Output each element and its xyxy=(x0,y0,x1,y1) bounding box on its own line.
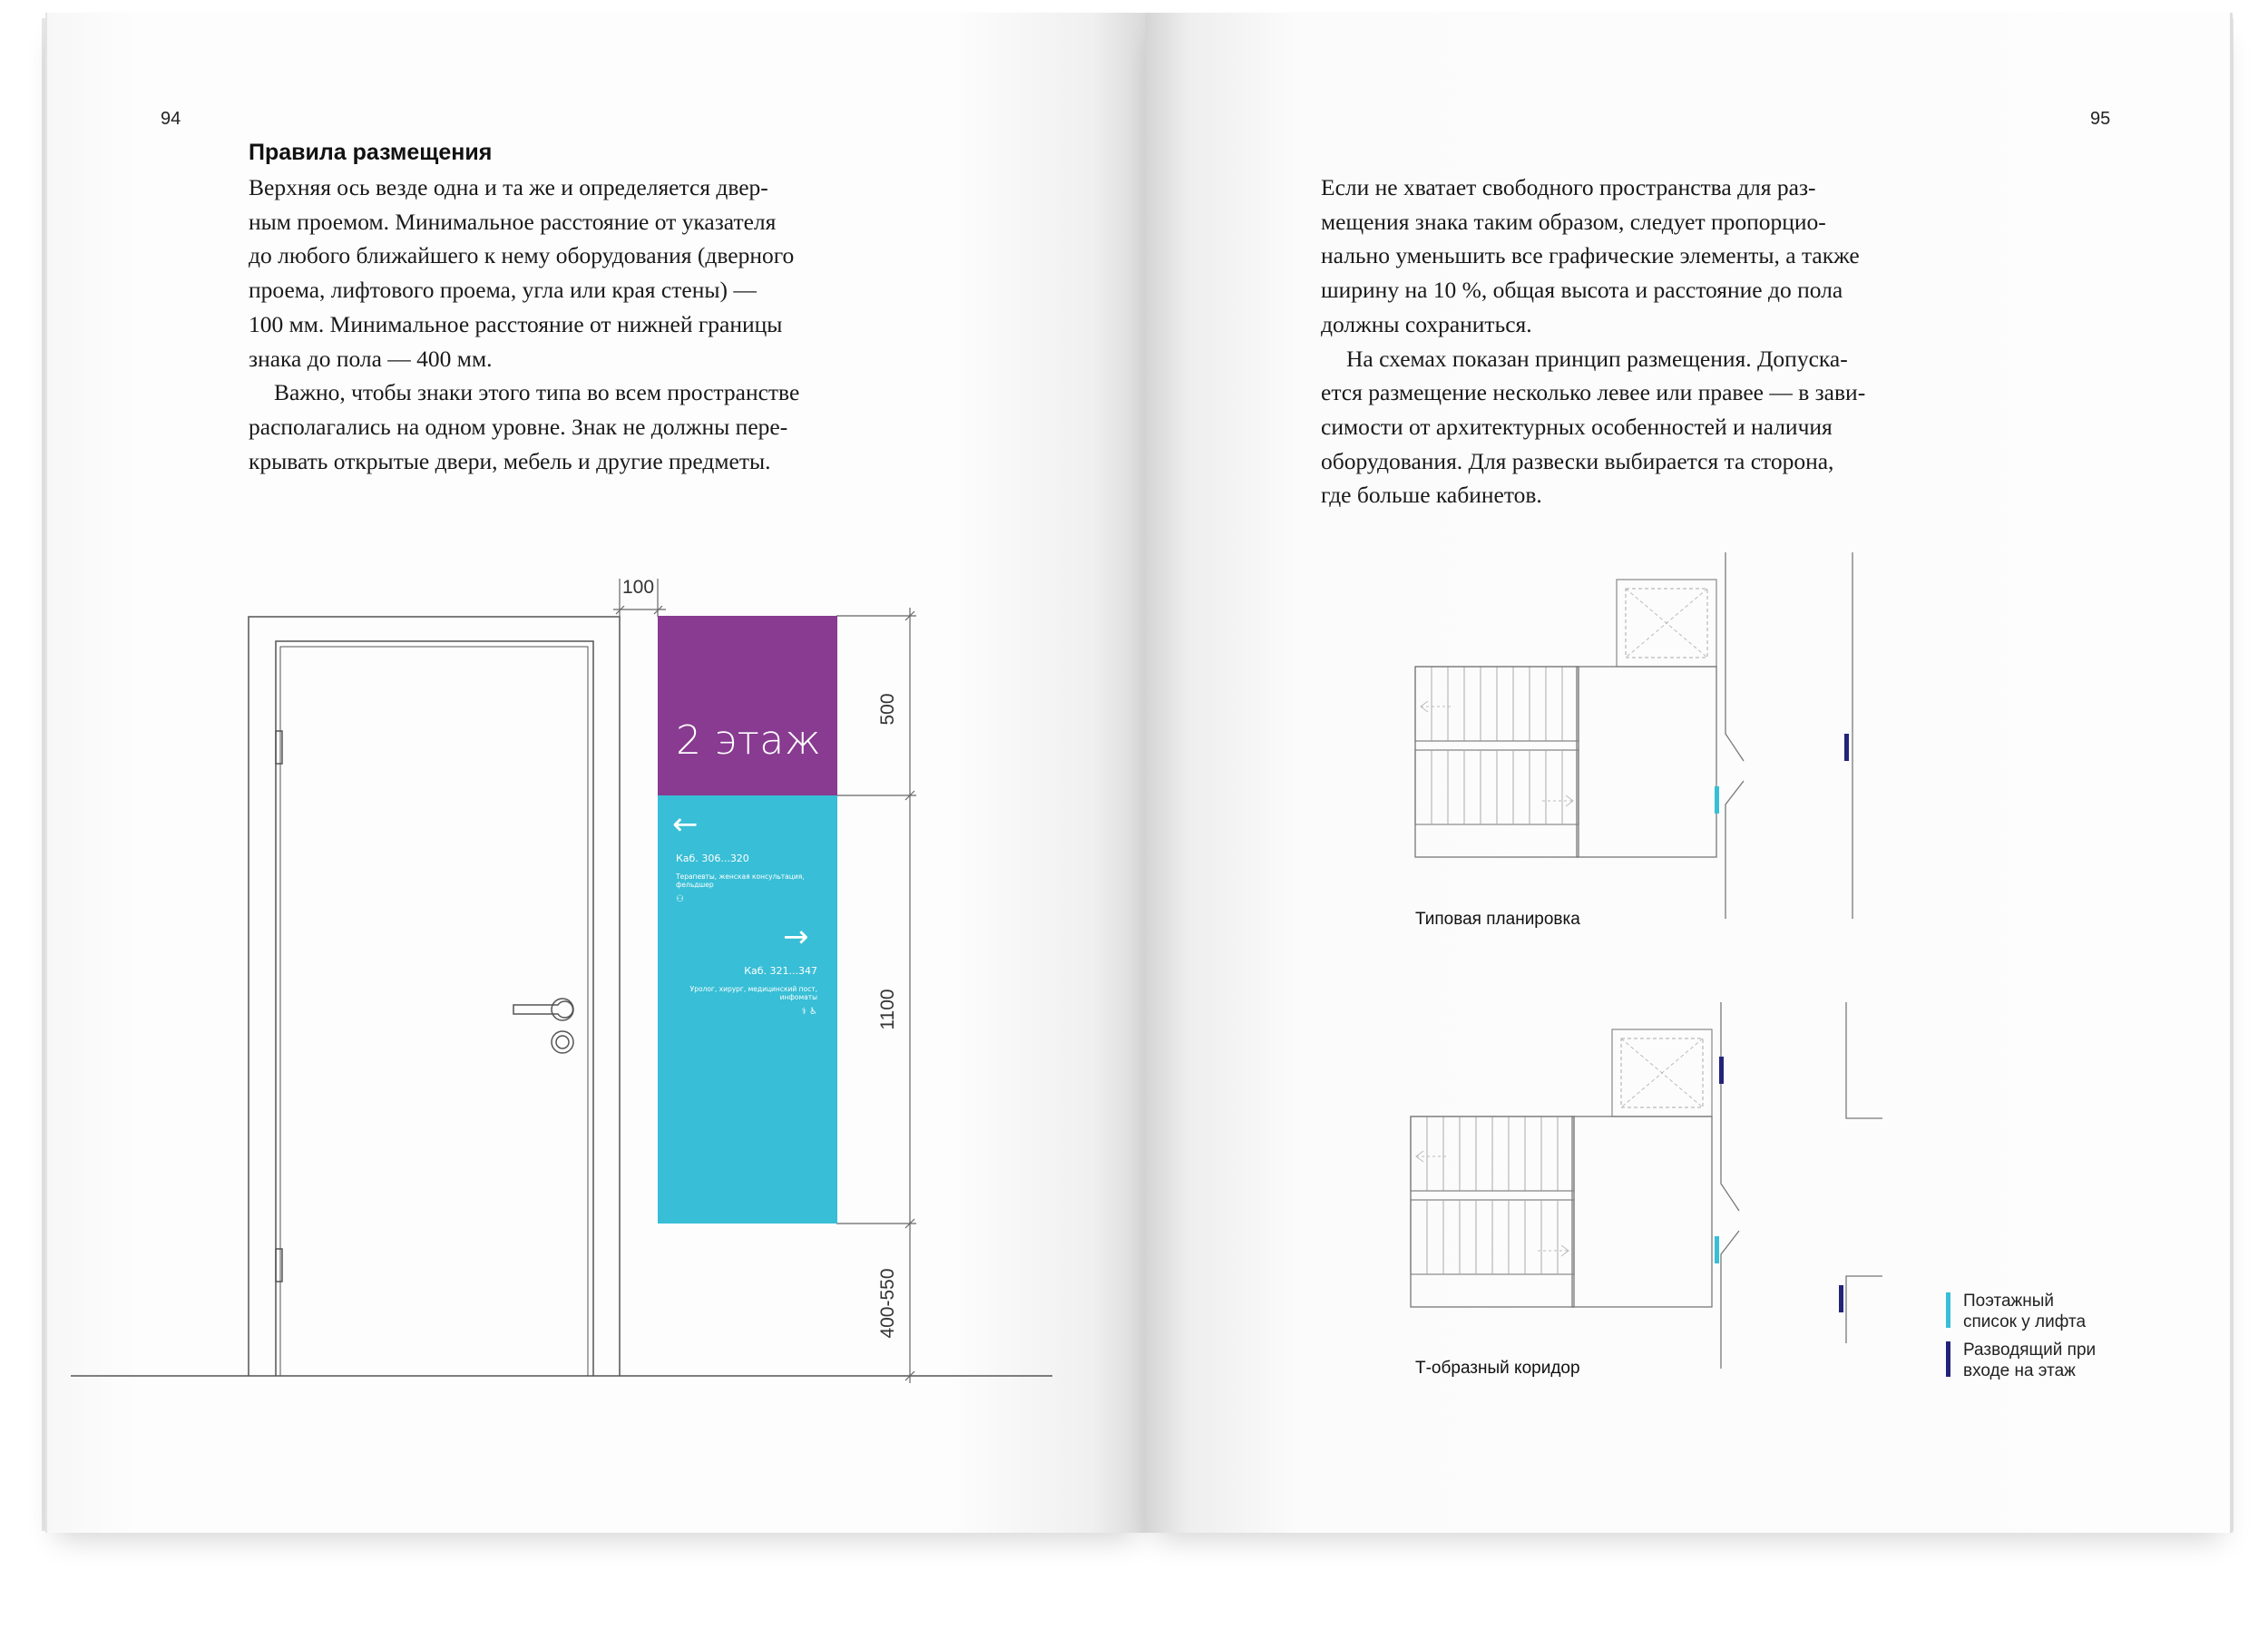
plan-caption-t-corridor: Т-образный коридор xyxy=(1415,1359,1580,1378)
text-line: располагались на одном уровне. Знак не должны пере- xyxy=(249,413,788,440)
dimension-floor-label: 400-550 xyxy=(877,1268,898,1339)
marker-entrance-sign xyxy=(1719,1057,1724,1084)
plan-caption-typical: Типовая планировка xyxy=(1415,910,1580,929)
text-line: мещения знака таким образом, следует пропорцио- xyxy=(1321,208,1826,235)
plan-t-corridor xyxy=(1411,1002,1882,1369)
legend-line: список у лифта xyxy=(1963,1312,2087,1331)
legend-swatch xyxy=(1946,1292,1950,1328)
sign-floor-label: 2 этаж xyxy=(676,717,822,764)
text-line: крывать открытые двери, мебель и другие предметы. xyxy=(249,447,771,474)
text-line: знака до пола — 400 мм. xyxy=(249,345,493,372)
legend-label xyxy=(1963,1340,2096,1381)
text-line: ширину на 10 %, общая высота и расстояние до пола xyxy=(1321,277,1843,304)
text-line: до любого ближайшего к нему оборудования (дверного xyxy=(249,242,795,269)
text-line: должны сохраниться. xyxy=(1321,310,1532,337)
text-line: ным проемом. Минимальное расстояние от указателя xyxy=(249,208,777,235)
left-page-number: 94 xyxy=(161,109,181,129)
text-line: 100 мм. Минимальное расстояние от нижней границы xyxy=(249,310,783,337)
legend-line: Поэтажный xyxy=(1963,1292,2055,1311)
text-line: нально уменьшить все графические элементы, а также xyxy=(1321,242,1860,269)
right-page-number: 95 xyxy=(2090,109,2111,129)
dimension-middle-label: 1100 xyxy=(877,989,898,1030)
legend-swatch xyxy=(1946,1341,1950,1377)
text-line: Если не хватает свободного пространства для раз- xyxy=(1321,174,1816,200)
restroom-icon: ⚇ xyxy=(676,894,684,904)
text-line: Верхняя ось везде одна и та же и определяется двер- xyxy=(249,174,768,200)
arrow-left-icon: ← xyxy=(672,806,699,843)
legend-line: Разводящий при xyxy=(1963,1341,2097,1360)
service-icons: ⚕ ♿ xyxy=(801,1007,817,1017)
marker-entrance-sign xyxy=(1839,1285,1843,1312)
dimension-top-label: 500 xyxy=(877,693,898,726)
text-line: проема, лифтового проема, угла или края стены) — xyxy=(249,277,757,304)
legend-lift-list xyxy=(1946,1291,2086,1332)
sign-left-desc-line: фельдшер xyxy=(676,881,714,889)
text-line: ется размещение несколько левее или правее — в зави- xyxy=(1321,379,1866,406)
legend-entrance-sign xyxy=(1946,1340,2096,1381)
text-line: Важно, чтобы знаки этого типа во всем пространстве xyxy=(274,379,800,406)
marker-lift-list xyxy=(1715,786,1719,814)
marker-lift-list xyxy=(1715,1236,1719,1263)
text-line: оборудования. Для развески выбирается та сторона, xyxy=(1321,447,1834,474)
plan-typical-layout xyxy=(1415,552,1853,919)
text-line: симости от архитектурных особенностей и наличия xyxy=(1321,413,1833,440)
sign-left-desc-line: Терапевты, женская консультация, xyxy=(676,873,805,881)
sign-right-desc-line: Уролог, хирург, медицинский пост, xyxy=(689,985,817,993)
marker-entrance-sign xyxy=(1844,734,1849,761)
dimension-gap-label: 100 xyxy=(622,577,655,598)
sign-left-range: Каб. 306...320 xyxy=(676,853,749,864)
section-heading: Правила размещения xyxy=(249,140,493,165)
legend-label xyxy=(1963,1291,2086,1332)
sign-right-range: Каб. 321...347 xyxy=(744,965,817,977)
legend-line: входе на этаж xyxy=(1963,1361,2076,1380)
arrow-right-icon: → xyxy=(783,919,809,955)
sign-right-desc-line: инфоматы xyxy=(779,993,817,1001)
text-line: где больше кабинетов. xyxy=(1321,482,1542,509)
text-line: На схемах показан принцип размещения. Допуска- xyxy=(1346,345,1848,372)
